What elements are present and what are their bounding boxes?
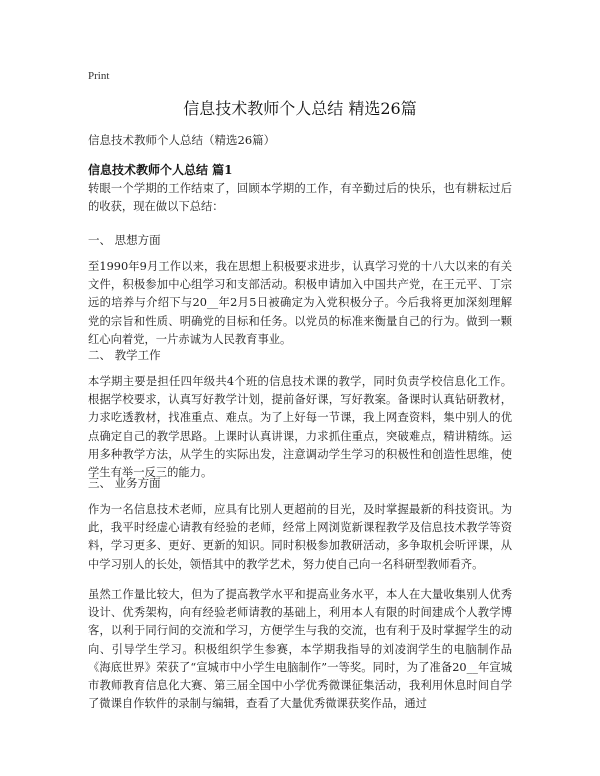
intro-paragraph: 转眼一个学期的工作结束了，回顾本学期的工作，有辛勤过后的快乐，也有耕耘过后的收获，现在做以下总结： [88, 182, 512, 214]
heading-business: 三、 业务方面 [88, 476, 161, 490]
document-subtitle: 信息技术教师个人总结（精选26篇） [88, 133, 276, 147]
paragraph-thought: 至1990年9月工作以来，我在思想上积极要求进步，认真学习党的十八大以来的有关文件，积极参加中心组学习和支部活动。积极申请加入中国共产党，在王元平、丁宗远的培养与介绍下与20__年2月5日被确定为入党积极分子。今后我将更加深刻理解党的宗旨和性质、明确党的目标和任务。以党员的标准来衡量自己的行为。做到一颗红心向着党，一片赤诚为人民教育事业。 [88, 260, 512, 346]
heading-thought: 一、 思想方面 [88, 233, 161, 247]
paragraph-business-2: 虽然工作量比较大，但为了提高教学水平和提高业务水平，本人在大量收集别人优秀设计、优秀架构，向有经验老师请教的基础上，利用本人有限的时间建成个人教学博客，以利于同行间的交流和学习，方便学生与我的交流，也有利于及时掌握学生的动向、引导学生学习。积极组织学生参赛，本学期我指导的刘凌润学生的电脑制作品《海底世界》荣获了“宣城市中小学生电脑制作”一等奖。同时，为了准备20__年宣城市教师教育信息化大赛、第三届全国中小学优秀微课征集活动，我利用休息时间自学了微课自作软件的录制与编辑，查看了大量优秀微课获奖作品，通过 [88, 588, 512, 711]
paragraph-business-1: 作为一名信息技术老师，应具有比别人更超前的目光，及时掌握最新的科技资讯。为此，我平时经虚心请教有经验的老师，经常上网浏览新课程教学及信息技术教学等资料，学习更多、更好、更新的知识。同时积极参加教研活动，多争取机会听评课，从中学习别人的长处，领悟其中的教学艺术，努力使自己向一名科研型教师看齐。 [88, 503, 512, 571]
print-label[interactable]: Print [88, 70, 110, 82]
paragraph-teaching: 本学期主要是担任四年级共4个班的信息技术课的教学，同时负责学校信息化工作。根据学校要求，认真写好教学计划，提前备好课，写好教案。备课时认真钻研教材，力求吃透教材，找准重点、难点。为了上好每一节课，我上网查资料，集中别人的优点确定自己的教学思路。上课时认真讲课，力求抓住重点，突破难点，精讲精练。运用多种教学方法，从学生的实际出发，注意调动学生学习的积极性和创造性思维，使学生有举一反三的能力。 [88, 375, 512, 480]
section-heading: 信息技术教师个人总结 篇1 [88, 163, 233, 177]
page-title: 信息技术教师个人总结 精选26篇 [183, 99, 417, 118]
heading-teaching: 二、 教学工作 [88, 348, 161, 362]
